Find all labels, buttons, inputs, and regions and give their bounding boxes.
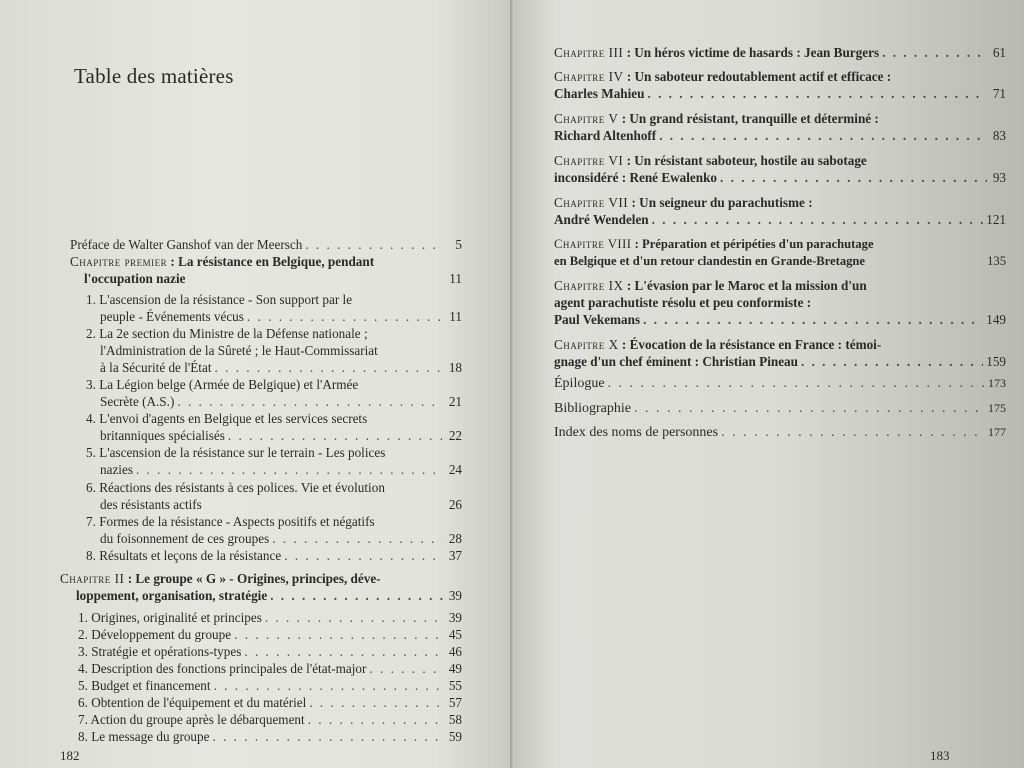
entry-page: 46 — [448, 644, 462, 659]
chapter-label: Chapitre premier — [70, 254, 168, 269]
chapter-label: Chapitre V — [554, 111, 619, 126]
entry-page: 5 — [455, 237, 462, 252]
chapter-title-cont: agent parachutiste résolu et peu conformiste : — [554, 295, 812, 310]
entry-page: 11 — [449, 271, 462, 286]
chapter-label: Chapitre IX — [554, 278, 624, 293]
chapter-title-cont: loppement, organisation, stratégie — [76, 588, 268, 603]
chapter-title: Un héros victime de hasards : Jean Burgers — [634, 45, 880, 60]
section-title-cont: britanniques spécialisés — [100, 428, 225, 443]
entry-page: 11 — [449, 309, 462, 324]
toc-entry-preface — [70, 236, 462, 253]
entry-page: 173 — [988, 376, 1006, 390]
entry-page: 175 — [988, 401, 1006, 415]
chapter-title: Évocation de la résistance en France : témoi- — [629, 337, 882, 352]
entry-text: Index des noms de personnes — [554, 425, 719, 440]
chapter-title: Un seigneur du parachutisme : — [639, 195, 813, 210]
chapter-label: Chapitre IV — [554, 69, 624, 84]
chapter-title-cont: Richard Altenhoff — [554, 128, 657, 143]
section-title: 4. L'envoi d'agents en Belgique et les services secrets — [86, 411, 368, 426]
toc-chapter-6: Chapitre VI : Un résistant saboteur, hostile au sabotage inconsidéré : René Ewalenko . . . 93 — [554, 152, 1006, 186]
section-title: 5. L'ascension de la résistance sur le terrain - Les polices — [86, 445, 386, 460]
chapter-title: Le groupe « G » - Origines, principes, déve- — [135, 571, 381, 586]
entry-page: 149 — [986, 312, 1006, 327]
section-title-cont: l'Administration de la Sûreté ; le Haut-Commissariat — [100, 343, 378, 358]
toc-epilogue — [554, 375, 1006, 392]
toc-chapter-1: Chapitre premier : La résistance en Belgique, pendant l'occupation nazie 11 — [70, 254, 462, 286]
toc-section — [86, 376, 462, 410]
section-title: 8. Le message du groupe — [78, 729, 210, 744]
entry-page: 55 — [448, 678, 462, 693]
section-title: 6. Réactions des résistants à ces polices. Vie et évolution — [86, 480, 385, 495]
toc-section — [86, 444, 462, 478]
chapter-label: Chapitre VI — [554, 153, 624, 168]
section-title: 3. Stratégie et opérations-types — [78, 644, 242, 659]
section-title-cont: peuple - Événements vécus — [100, 309, 244, 324]
page-title: Table des matières — [74, 64, 234, 88]
toc-section — [86, 291, 462, 325]
section-title: 7. Formes de la résistance - Aspects positifs et négatifs — [86, 514, 375, 529]
toc-section — [78, 660, 462, 677]
chapter-title-cont: inconsidéré : René Ewalenko — [554, 170, 718, 185]
toc-chapter-8: Chapitre VIII : Préparation et péripéties d'un parachutage en Belgique et d'un retour clandestin en Grande-Bretagne 135 — [554, 237, 1006, 268]
chapter-title: Un saboteur redoutablement actif et efficace : — [634, 69, 892, 84]
chapter-title-cont: gnage d'un chef éminent : Christian Pineau — [554, 354, 798, 369]
chapter-label: Chapitre VII — [554, 195, 629, 210]
right-page — [516, 0, 1024, 768]
entry-page: 37 — [448, 548, 462, 563]
toc-section — [86, 479, 462, 513]
entry-page: 24 — [448, 462, 462, 477]
toc-chapter-2: Chapitre II : Le groupe « G » - Origines, principes, déve- loppement, organisation, stratégie . . . 39 — [60, 570, 462, 604]
entry-text: Bibliographie — [554, 401, 631, 416]
entry-page: 57 — [448, 695, 462, 710]
toc-chapter-10: Chapitre X : Évocation de la résistance en France : témoi- gnage d'un chef éminent : Christian Pineau . . . 159 — [554, 336, 1006, 370]
chapter-label: Chapitre III — [554, 45, 624, 60]
entry-page: 61 — [992, 45, 1006, 60]
entry-page: 71 — [992, 86, 1006, 101]
entry-page: 45 — [448, 627, 462, 642]
entry-page: 135 — [987, 254, 1006, 268]
chapter-label: Chapitre II — [60, 571, 125, 586]
section-title: 8. Résultats et leçons de la résistance — [86, 548, 282, 563]
chapter-title-cont: Charles Mahieu — [554, 86, 645, 101]
entry-page: 26 — [448, 497, 462, 512]
section-title: 1. L'ascension de la résistance - Son support par le — [86, 292, 353, 307]
page-number: 183 — [930, 748, 950, 763]
toc-section — [78, 626, 462, 643]
entry-page: 93 — [992, 170, 1006, 185]
chapter-title: L'évasion par le Maroc et la mission d'un — [634, 278, 867, 293]
toc-section — [86, 410, 462, 444]
chapter-title: La résistance en Belgique, pendant — [178, 254, 375, 269]
section-title: 2. Développement du groupe — [78, 627, 232, 642]
section-title: 3. La Légion belge (Armée de Belgique) et l'Armée — [86, 377, 359, 392]
toc-section — [78, 609, 462, 626]
toc-section — [78, 728, 462, 745]
entry-text: Préface de Walter Ganshof van der Meersch — [70, 237, 303, 252]
section-title: 5. Budget et financement — [78, 678, 211, 693]
entry-page: 39 — [448, 588, 462, 603]
entry-page: 159 — [986, 354, 1006, 369]
section-title: 6. Obtention de l'équipement et du matériel — [78, 695, 307, 710]
chapter-title-cont: l'occupation nazie — [84, 271, 186, 286]
chapter-title: Un grand résistant, tranquille et déterminé : — [629, 111, 879, 126]
toc-section — [78, 711, 462, 728]
entry-page: 83 — [992, 128, 1006, 143]
toc-section — [86, 513, 462, 547]
entry-page: 28 — [448, 531, 462, 546]
chapter-label: Chapitre VIII — [554, 237, 632, 251]
chapter-title: Un résistant saboteur, hostile au sabotage — [634, 153, 867, 168]
toc-bibliography — [554, 400, 1006, 417]
entry-page: 58 — [448, 712, 462, 727]
section-title-cont: du foisonnement de ces groupes — [100, 531, 270, 546]
toc-section — [86, 547, 462, 564]
toc-section — [86, 325, 462, 376]
section-title-cont: nazies — [100, 462, 133, 477]
chapter-title-cont: en Belgique et d'un retour clandestin en Grande-Bretagne — [554, 254, 866, 268]
toc-section — [78, 643, 462, 660]
section-title-cont: Secrète (A.S.) — [100, 394, 175, 409]
entry-page: 177 — [988, 425, 1006, 439]
entry-page: 49 — [448, 661, 462, 676]
toc-chapter-5: Chapitre V : Un grand résistant, tranquille et déterminé : Richard Altenhoff . . . 83 — [554, 110, 1006, 144]
entry-page: 21 — [448, 394, 462, 409]
toc-section — [78, 694, 462, 711]
toc-chapter-3: Chapitre III : Un héros victime de hasards : Jean Burgers . . . 61 — [554, 44, 1006, 61]
section-title-cont: des résistants actifs — [100, 497, 202, 512]
toc-index — [554, 424, 1006, 441]
toc-section — [78, 677, 462, 694]
entry-page: 39 — [448, 610, 462, 625]
chapter-label: Chapitre X — [554, 337, 619, 352]
section-title: 4. Description des fonctions principales de l'état-major — [78, 661, 367, 676]
entry-page: 18 — [448, 360, 462, 375]
toc-chapter-9: Chapitre IX : L'évasion par le Maroc et la mission d'un agent parachutiste résolu et peu conformiste : Paul Vekemans . . . 149 — [554, 277, 1006, 328]
toc-chapter-4: Chapitre IV : Un saboteur redoutablement actif et efficace : Charles Mahieu . . . 71 — [554, 68, 1006, 102]
section-title: 1. Origines, originalité et principes — [78, 610, 262, 625]
page-number: 182 — [60, 748, 80, 763]
entry-page: 121 — [986, 212, 1006, 227]
chapter-title-cont: André Wendelen — [554, 212, 649, 227]
chapter-title-cont: Paul Vekemans — [554, 312, 641, 327]
entry-text: Épilogue — [554, 376, 605, 391]
section-title: 2. La 2e section du Ministre de la Défense nationale ; — [86, 326, 368, 341]
entry-page: 59 — [448, 729, 462, 744]
section-title-cont: à la Sécurité de l'État — [100, 360, 212, 375]
chapter-title: Préparation et péripéties d'un parachutage — [642, 237, 874, 251]
entry-page: 22 — [448, 428, 462, 443]
toc-chapter-7: Chapitre VII : Un seigneur du parachutisme : André Wendelen . . . 121 — [554, 194, 1006, 228]
section-title: 7. Action du groupe après le débarquement — [78, 712, 305, 727]
